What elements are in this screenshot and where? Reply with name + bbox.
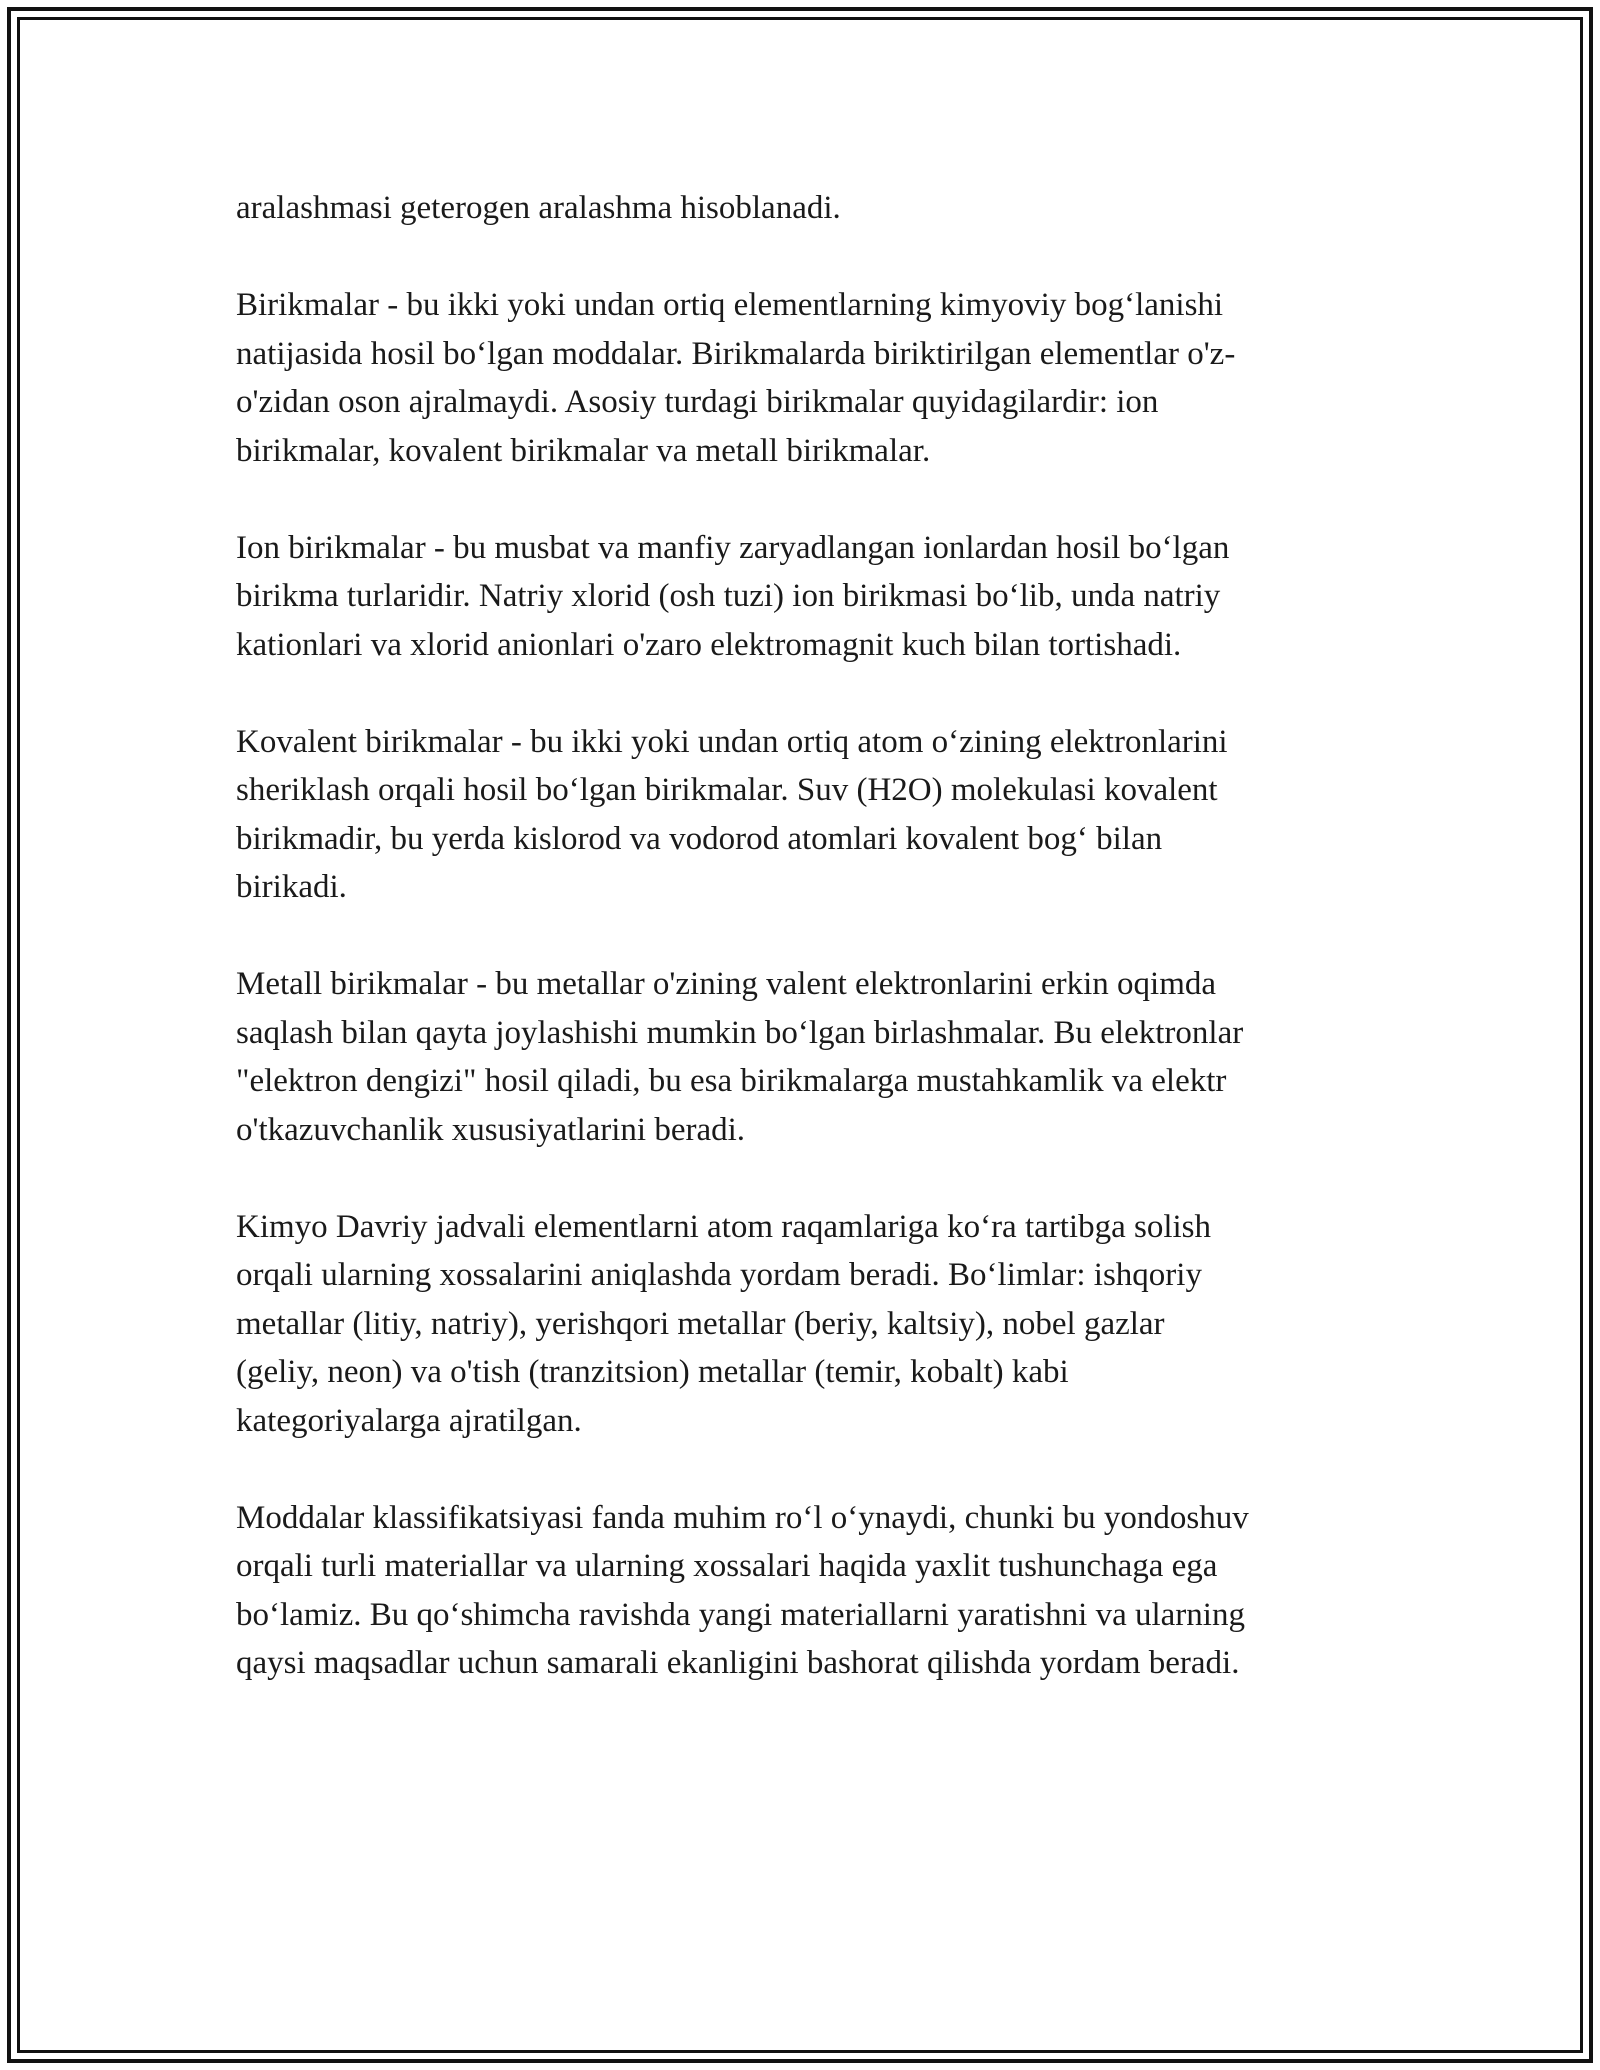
paragraph-kovalent-birikmalar: Kovalent birikmalar - bu ikki yoki undan ortiq atom o‘zining elektronlarini sheriklash orqali hosil bo‘lgan birikmalar. Suv (H2O) molekulasi kovalent birikmadir, bu yerda kislorod va vodorod atomlari kovalent bog‘ bilan birikadi.: [236, 723, 1228, 905]
paragraph-ion-birikmalar: Ion birikmalar - bu musbat va manfiy zaryadlangan ionlardan hosil bo‘lgan birikma turlaridir. Natriy xlorid (osh tuzi) ion birikmasi bo‘lib, unda natriy kationlari va xlorid anionlari o'zaro elektromagnit kuch bilan tortishadi.: [236, 529, 1230, 663]
paragraph-continuation: aralashmasi geterogen aralashma hisoblanadi.: [236, 190, 841, 226]
paragraph-metall-birikmalar: Metall birikmalar - bu metallar o'zining valent elektronlarini erkin oqimda saqlash bilan qayta joylashishi mumkin bo‘lgan birlashmalar. Bu elektronlar "elektron dengizi" hosil qiladi, bu esa birikmalarga mustahkamlik va elektr o'tkazuvchanlik xususiyatlarini beradi.: [236, 966, 1244, 1148]
paragraph-birikmalar: Birikmalar - bu ikki yoki undan ortiq elementlarning kimyoviy bog‘lanishi natijasida hosil bo‘lgan moddalar. Birikmalarda biriktirilgan elementlar o'z- o'zidan oson ajralmaydi. Asosiy turdagi birikmalar quyidagilardir: ion birikmalar, kovalent birikmalar va metall birikmalar.: [236, 287, 1236, 469]
document-body: [236, 184, 1376, 1736]
paragraph-davriy-jadval: Kimyo Davriy jadvali elementlarni atom raqamlariga ko‘ra tartibga solish orqali ularning xossalarini aniqlashda yordam beradi. Bo‘limlar: ishqoriy metallar (litiy, natriy), yerishqori metallar (beriy, kaltsiy), nobel gazlar (geliy, neon) va o'tish (tranzitsion) metallar (temir, kobalt) kabi kategoriyalarga ajratilgan.: [236, 1208, 1212, 1439]
paragraph-klassifikatsiya: Moddalar klassifikatsiyasi fanda muhim ro‘l o‘ynaydi, chunki bu yondoshuv orqali turli materiallar va ularning xossalari haqida yaxlit tushunchaga ega bo‘lamiz. Bu qo‘shimcha ravishda yangi materiallarni yaratishni va ularning qaysi maqsadlar uchun samarali ekanligini bashorat qilishda yordam beradi.: [236, 1499, 1249, 1681]
